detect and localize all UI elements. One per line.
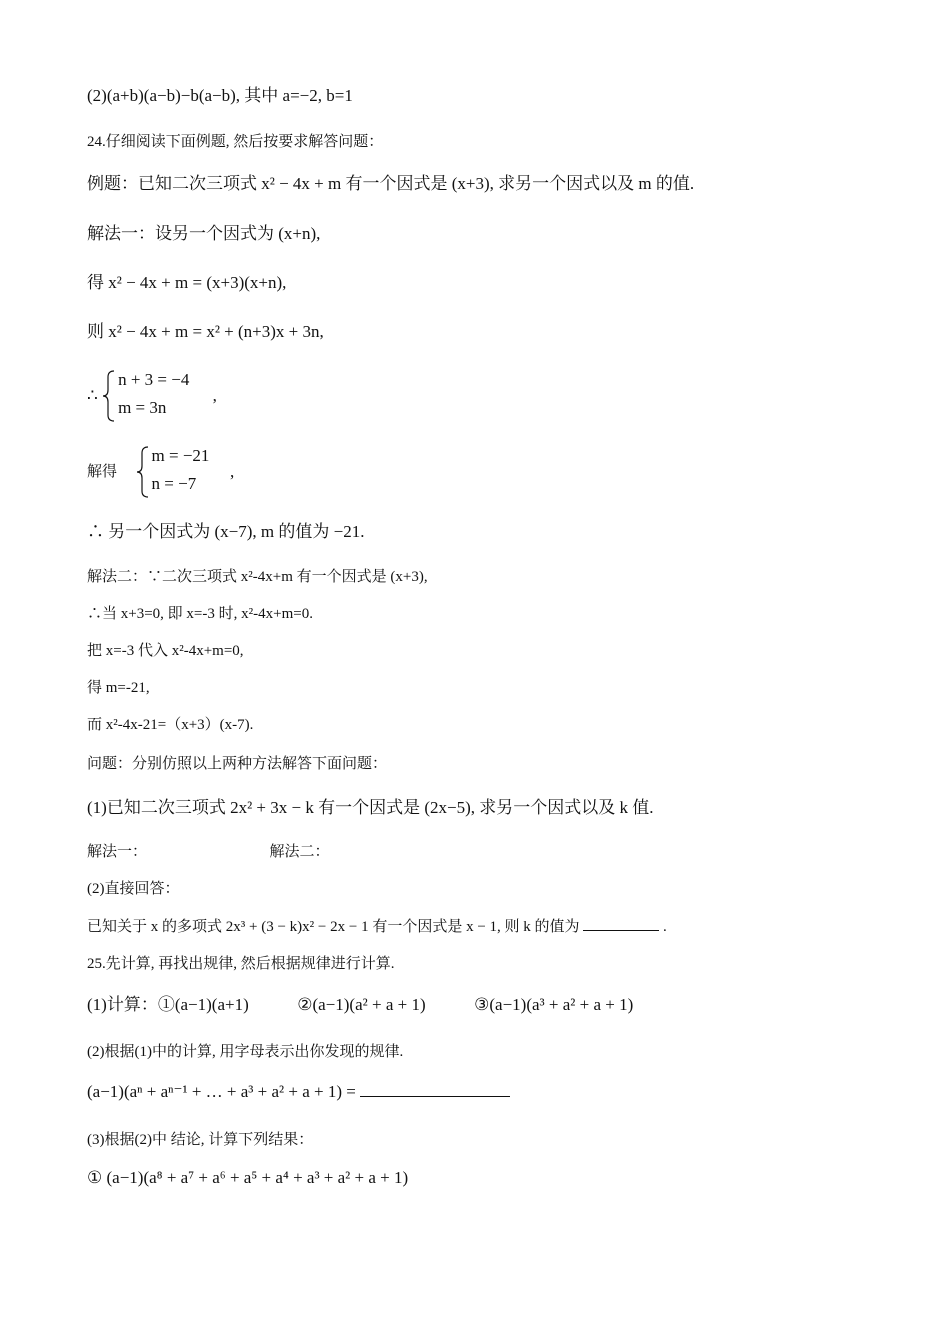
system-2-row-1: m = −21 xyxy=(151,446,210,465)
system-2-row-2: n = −7 xyxy=(151,474,197,493)
system-2 xyxy=(136,446,210,498)
left-brace-icon xyxy=(102,370,116,422)
system-2-comma: , xyxy=(230,461,235,481)
method-one-step-2: 则 x² − 4x + m = x² + (n+3)x + 3n, xyxy=(87,322,324,341)
method-one-step-1: 得 x² − 4x + m = (x+3)(x+n), xyxy=(87,273,287,292)
problem-25-heading: 25.先计算, 再找出规律, 然后根据规律进行计算. xyxy=(87,956,395,972)
method-two-label: 解法二： xyxy=(269,844,330,860)
therefore-symbol: ∴ xyxy=(87,385,98,405)
problem-23-part-2: (2)(a+b)(a−b)−b(a−b), 其中 a=−2, b=1 xyxy=(87,86,353,105)
calc-3: ③(a−1)(a³ + a² + a + 1) xyxy=(474,995,634,1014)
answer-methods-row xyxy=(87,843,330,861)
system-1-row-1: n + 3 = −4 xyxy=(118,370,190,389)
answer-blank[interactable] xyxy=(583,916,659,931)
problem-25-part-1 xyxy=(87,995,633,1015)
method-two-step-4: 而 x²-4x-21=（x+3）(x-7). xyxy=(87,717,254,733)
question-part-2-end: . xyxy=(663,919,667,935)
system-1-comma: , xyxy=(212,385,217,405)
calc-2: ②(a−1)(a² + a + 1) xyxy=(297,995,426,1014)
method-one-label: 解法一： xyxy=(87,844,148,860)
method-one-intro: 解法一：设另一个因式为 (x+n), xyxy=(87,224,321,243)
question-part-1: (1)已知二次三项式 2x² + 3x − k 有一个因式是 (2x−5), 求另一个因式以及 k 值. xyxy=(87,798,654,817)
pattern-expression xyxy=(87,1082,510,1102)
method-two-step-2: 把 x=-3 代入 x²-4x+m=0, xyxy=(87,643,244,659)
question-intro: 问题：分别仿照以上两种方法解答下面问题： xyxy=(87,756,388,772)
calc-1: (1)计算：①(a−1)(a+1) xyxy=(87,995,249,1014)
method-one-conclusion: ∴ 另一个因式为 (x−7), m 的值为 −21. xyxy=(87,522,365,541)
question-part-2-heading: (2)直接回答： xyxy=(87,881,180,897)
problem-25-part-3: (3)根据(2)中 结论, 计算下列结果： xyxy=(87,1132,314,1148)
problem-25-part-3-item-1: ① (a−1)(a⁸ + a⁷ + a⁶ + a⁵ + a⁴ + a³ + a² + a + 1) xyxy=(87,1168,409,1187)
problem-25-part-2: (2)根据(1)中的计算, 用字母表示出你发现的规律. xyxy=(87,1044,404,1060)
pattern-answer-blank[interactable] xyxy=(360,1082,510,1097)
system-1-row-2: m = 3n xyxy=(118,398,167,417)
method-two-intro: 解法二：∵二次三项式 x²-4x+m 有一个因式是 (x+3), xyxy=(87,569,428,585)
problem-24-heading: 24.仔细阅读下面例题, 然后按要求解答问题： xyxy=(87,134,384,150)
pattern-formula: (a−1)(aⁿ + aⁿ⁻¹ + … + a³ + a² + a + 1) = xyxy=(87,1082,356,1101)
method-two-step-3: 得 m=-21, xyxy=(87,680,150,696)
example-statement: 例题：已知二次三项式 x² − 4x + m 有一个因式是 (x+3), 求另一个因式以及 m 的值. xyxy=(87,174,695,193)
equation-system-1 xyxy=(87,370,217,422)
left-brace-icon xyxy=(136,446,150,498)
question-part-2 xyxy=(87,916,667,936)
solve-label: 解得 xyxy=(87,464,118,480)
method-two-step-1: ∴当 x+3=0, 即 x=-3 时, x²-4x+m=0. xyxy=(87,606,313,622)
question-part-2-text: 已知关于 x 的多项式 2x³ + (3 − k)x² − 2x − 1 有一个因式是 x − 1, 则 k 的值为 xyxy=(87,919,580,935)
equation-system-2 xyxy=(87,446,234,498)
system-1 xyxy=(102,370,190,422)
